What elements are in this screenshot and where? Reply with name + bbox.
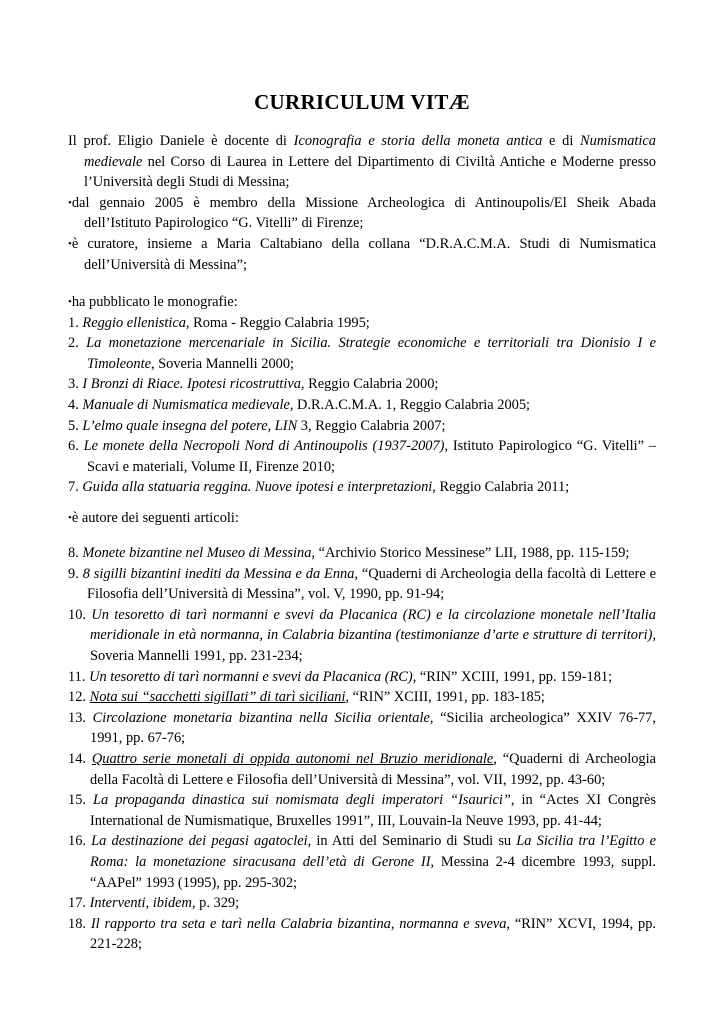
- item-number: 6.: [68, 438, 79, 455]
- articoli-section: [68, 543, 656, 955]
- list-item: [68, 313, 656, 334]
- list-item: [68, 605, 656, 667]
- item-volume-title: La Sicilia tra l’Egitto e Roma: la monetazione siracusana dell’età di Gerone II: [90, 833, 656, 870]
- list-item: [68, 543, 656, 564]
- list-item: [68, 687, 656, 708]
- bullet-text: è curatore, insieme a Maria Caltabiano della collana “D.R.A.C.M.A. Studi di Numismatica dell’Università di Messina”;: [71, 235, 656, 273]
- item-title: La destinazione dei pegasi agatoclei: [91, 833, 308, 850]
- intro-text: Il prof. Eligio Daniele è docente di: [68, 133, 294, 149]
- bullet-icon: •: [68, 296, 72, 308]
- item-number: 4.: [68, 396, 79, 413]
- item-title: Monete bizantine nel Museo di Messina: [82, 545, 312, 561]
- bullet-item: [68, 193, 656, 234]
- item-title: I Bronzi di Riace. Ipotesi ricostruttiva: [82, 376, 301, 393]
- list-item: [68, 374, 656, 395]
- item-number: 17.: [68, 895, 86, 912]
- item-details: , Roma - Reggio Calabria 1995;: [185, 314, 370, 331]
- item-title: La monetazione mercenariale in Sicilia. Strategie economiche e territoriali tra Dionisio I e Timoleonte: [86, 335, 656, 372]
- item-title: L’elmo quale insegna del potere: [82, 417, 268, 434]
- item-details: , in Atti del Seminario di Studi su: [307, 833, 517, 850]
- item-details: , Soveria Mannelli 1991, pp. 231-234;: [90, 627, 656, 664]
- item-details: 3, Reggio Calabria 2007;: [297, 417, 446, 434]
- item-number: 10.: [68, 606, 86, 623]
- item-title: La propaganda dinastica sui nomismata degli imperatori “Isaurici”: [93, 792, 511, 809]
- item-number: 11.: [68, 668, 86, 685]
- item-number: 9.: [68, 565, 79, 582]
- item-details: , p. 329;: [191, 895, 240, 912]
- item-number: 7.: [68, 479, 79, 496]
- item-ref: ibidem: [152, 895, 192, 912]
- item-details: , “RIN” XCIII, 1991, pp. 183-185;: [345, 689, 545, 706]
- item-title: Un tesoretto di tarì normanni e svevi da Placanica (RC) e la circolazione monetale nell’Italia meridionale in età normanna, in Calabria bizantina (testimonianze d’arte e strutture di territori): [90, 606, 656, 644]
- list-item: [68, 477, 656, 498]
- item-number: 13.: [68, 709, 86, 726]
- list-item: [68, 914, 656, 955]
- item-details: , Istituto Papirologico “G. Vitelli” – Scavi e materiali, Volume II, Firenze 2010;: [87, 438, 656, 475]
- section-heading: [68, 508, 656, 529]
- item-series: LIN: [274, 417, 298, 434]
- item-details: ,: [267, 417, 275, 434]
- item-title: Nota sui “sacchetti sigillati” di tarì siciliani: [89, 689, 346, 706]
- item-details: , “Archivio Storico Messinese” LII, 1988, pp. 115-159;: [311, 545, 630, 561]
- list-item: [68, 667, 656, 688]
- intro-text: nel Corso di Laurea in Lettere del Dipartimento di Civiltà Antiche e Moderne presso l’Università degli Studi di Messina;: [84, 153, 656, 191]
- list-item: [68, 564, 656, 605]
- list-item: [68, 395, 656, 416]
- item-details: , “Sicilia archeologica” XXIV 76-77, 1991, pp. 67-76;: [90, 709, 656, 747]
- heading-text: è autore dei seguenti articoli:: [71, 510, 239, 526]
- intro-paragraph: [68, 131, 656, 193]
- bullet-icon: •: [68, 512, 72, 524]
- item-details: , “RIN” XCVI, 1994, pp. 221-228;: [90, 915, 657, 953]
- course-title-2: Numismatica medievale: [84, 133, 656, 170]
- list-item: [68, 893, 656, 914]
- item-details: ,: [145, 895, 153, 912]
- intro-text: e di: [542, 133, 581, 149]
- articoli-heading-block: [68, 508, 656, 529]
- item-number: 15.: [68, 792, 86, 809]
- item-details: , “Quaderni di Archeologia della facoltà di Lettere e Filosofia dell’Università di Messina”, vol. V, 1990, pp. 91-94;: [87, 565, 656, 603]
- item-title: Circolazione monetaria bizantina nella Sicilia orientale: [92, 709, 430, 726]
- list-item: [68, 436, 656, 477]
- item-number: 16.: [68, 833, 86, 850]
- item-details: , “Quaderni di Archeologia della Facoltà di Lettere e Filosofia dell’Università di Messina”, vol. VII, 1992, pp. 43-60;: [90, 750, 656, 788]
- item-number: 18.: [68, 915, 86, 932]
- item-details: , Messina 2-4 dicembre 1993, suppl. “AAPel” 1993 (1995), pp. 295-302;: [90, 853, 656, 891]
- list-item: [68, 416, 656, 437]
- monografie-section: [68, 292, 656, 498]
- item-details: , in “Actes XI Congrès International de Numismatique, Bruxelles 1991”, III, Louvain-la Neuve 1993, pp. 41-44;: [90, 792, 656, 829]
- item-number: 1.: [68, 314, 79, 331]
- item-number: 12.: [68, 689, 86, 706]
- bullet-icon: •: [68, 237, 72, 250]
- item-title: Un tesoretto di tarì normanni e svevi da Placanica (RC): [89, 668, 413, 685]
- item-details: , Reggio Calabria 2000;: [300, 376, 439, 393]
- heading-text: ha pubblicato le monografie:: [71, 294, 238, 310]
- list-item: [68, 831, 656, 893]
- item-title: Reggio ellenistica: [82, 314, 186, 331]
- item-number: 3.: [68, 376, 79, 393]
- item-number: 8.: [68, 545, 79, 561]
- item-title: Le monete della Necropoli Nord di Antinoupolis (1937-2007): [83, 438, 445, 455]
- bullet-icon: •: [68, 196, 72, 209]
- item-title: Guida alla statuaria reggina. Nuove ipotesi e interpretazioni: [82, 479, 433, 496]
- list-item: [68, 708, 656, 749]
- list-item: [68, 790, 656, 831]
- item-details: , D.R.A.C.M.A. 1, Reggio Calabria 2005;: [289, 396, 531, 413]
- item-details: , Reggio Calabria 2011;: [432, 479, 570, 496]
- list-item: [68, 749, 656, 790]
- item-number: 14.: [68, 750, 86, 767]
- item-title: 8 sigilli bizantini inediti da Messina e da Enna: [82, 565, 355, 582]
- item-details: , Soveria Mannelli 2000;: [150, 355, 295, 372]
- item-title: Interventi: [89, 895, 146, 912]
- intro-section: [68, 131, 656, 275]
- course-title-1: Iconografia e storia della moneta antica: [293, 133, 543, 149]
- bullet-item: [68, 234, 656, 275]
- item-title: Manuale di Numismatica medievale: [82, 396, 290, 413]
- item-number: 2.: [68, 335, 79, 352]
- bullet-text: dal gennaio 2005 è membro della Missione Archeologica di Antinoupolis/El Sheik Abada dell’Istituto Papirologico “G. Vitelli” di Firenze;: [71, 194, 656, 232]
- item-title: Quattro serie monetali di oppida autonomi nel Bruzio meridionale: [91, 750, 494, 767]
- section-heading: [68, 292, 656, 313]
- list-item: [68, 333, 656, 374]
- item-details: , “RIN” XCIII, 1991, pp. 159-181;: [412, 668, 613, 685]
- item-title: Il rapporto tra seta e tarì nella Calabria bizantina, normanna e sveva: [90, 915, 507, 932]
- page-title: CURRICULUM VITÆ: [254, 90, 470, 114]
- item-number: 5.: [68, 417, 79, 434]
